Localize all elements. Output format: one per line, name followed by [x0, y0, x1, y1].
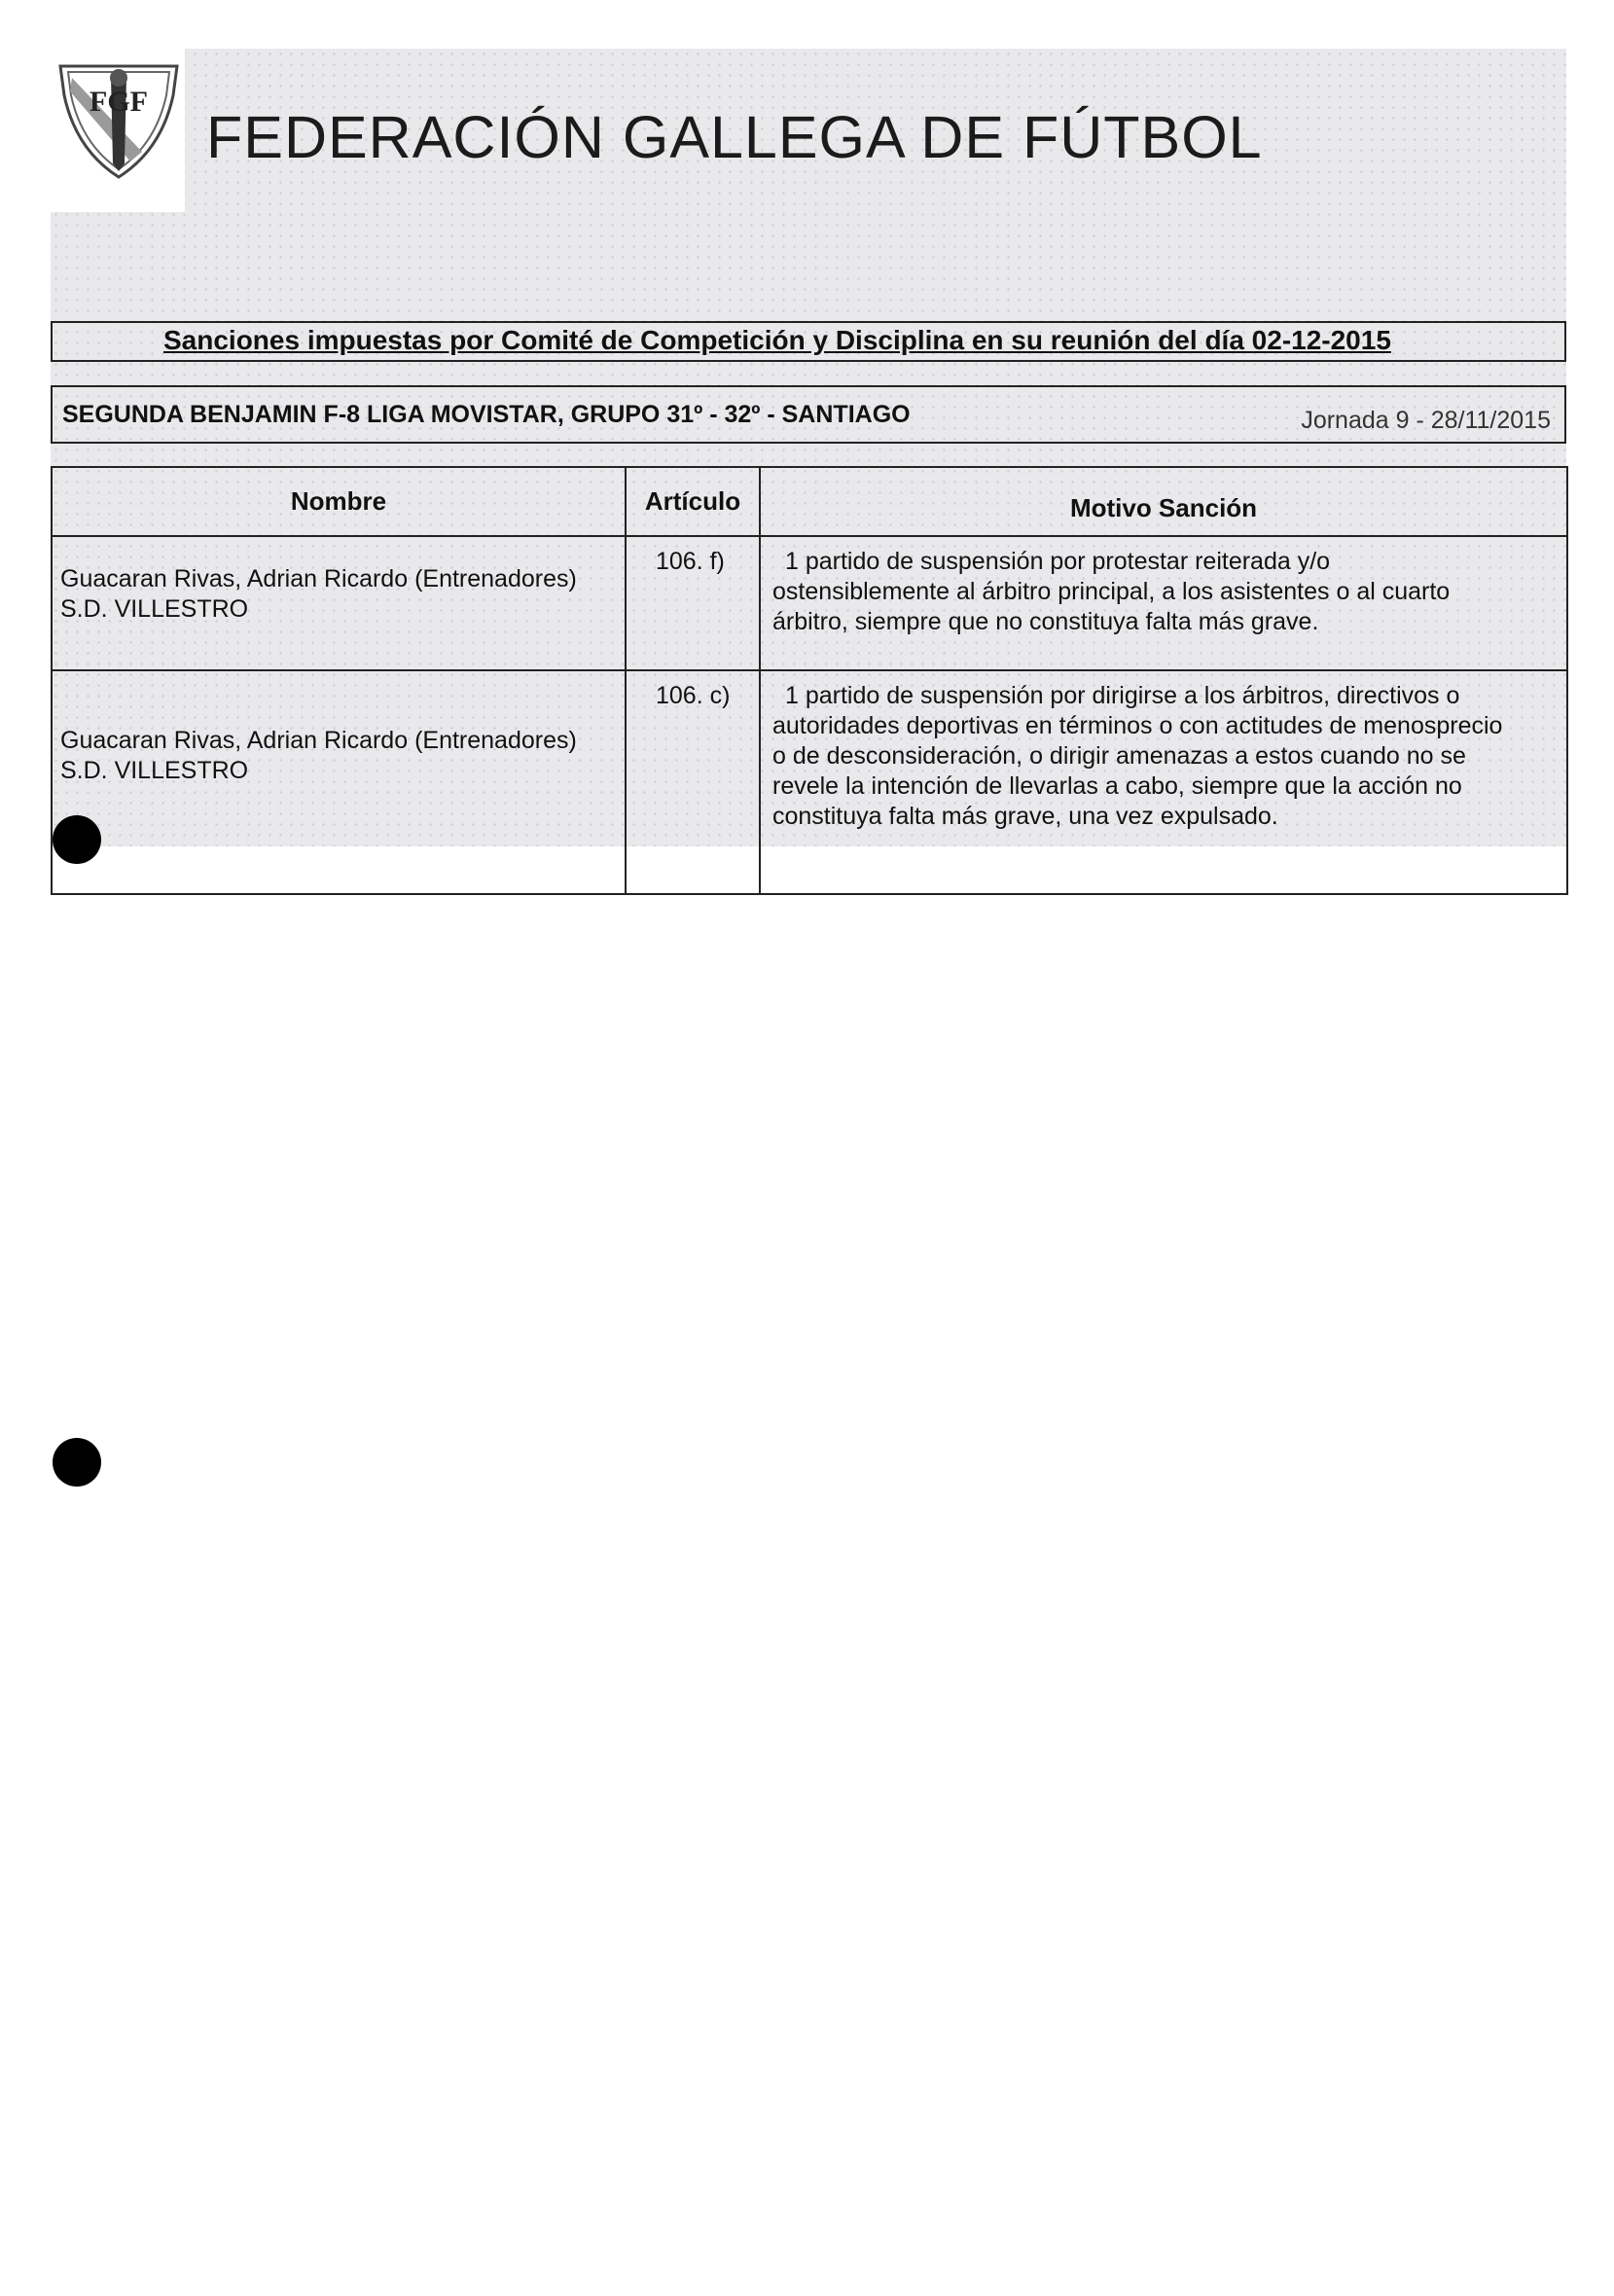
competition-name: SEGUNDA BENJAMIN F-8 LIGA MOVISTAR, GRUPO 31º - 32º - SANTIAGO — [62, 401, 911, 428]
motivo-line: o de desconsideración, o dirigir amenazas a estos cuando no se — [772, 742, 1466, 770]
header-nombre: Nombre — [52, 467, 626, 536]
motivo-cell — [760, 670, 1567, 894]
motivo-line: 1 partido de suspensión por protestar reiterada y/o — [785, 548, 1331, 575]
table-row — [52, 670, 1567, 894]
article-cell: 106. f) — [626, 536, 760, 670]
punch-hole-icon — [53, 1438, 101, 1487]
table-row — [52, 536, 1567, 670]
competition-box — [51, 385, 1566, 444]
name-cell — [52, 670, 626, 894]
club-name: S.D. VILLESTRO — [60, 595, 249, 623]
article-cell: 106. c) — [626, 670, 760, 894]
motivo-line: constituya falta más grave, una vez expulsado. — [772, 803, 1278, 830]
header-motivo: Motivo Sanción — [760, 467, 1567, 536]
person-name: Guacaran Rivas, Adrian Ricardo (Entrenadores) — [60, 727, 577, 754]
sanctions-title: Sanciones impuestas por Comité de Competición y Disciplina en su reunión del día 02-12-2015 — [163, 325, 1391, 355]
logo-text: FGF — [90, 86, 148, 118]
header-articulo: Artículo — [626, 467, 760, 536]
motivo-line: ostensiblemente al árbitro principal, a los asistentes o al cuarto — [772, 578, 1451, 605]
motivo-line: autoridades deportivas en términos o con actitudes de menosprecio — [772, 712, 1503, 739]
name-cell — [52, 536, 626, 670]
sanctions-title-box — [51, 321, 1566, 362]
fgf-shield-logo-icon — [54, 56, 183, 181]
punch-hole-icon — [53, 815, 101, 864]
jornada-label: Jornada 9 - 28/11/2015 — [1301, 407, 1551, 434]
page-title: FEDERACIÓN GALLEGA DE FÚTBOL — [206, 104, 1263, 170]
motivo-line: árbitro, siempre que no constituya falta más grave. — [772, 608, 1319, 635]
person-name: Guacaran Rivas, Adrian Ricardo (Entrenadores) — [60, 565, 577, 592]
sanctions-table — [51, 466, 1568, 895]
motivo-line: revele la intención de llevarlas a cabo, siempre que la acción no — [772, 772, 1462, 800]
motivo-line: 1 partido de suspensión por dirigirse a los árbitros, directivos o — [785, 682, 1460, 709]
motivo-cell — [760, 536, 1567, 670]
table-header-row — [52, 467, 1567, 536]
club-name: S.D. VILLESTRO — [60, 757, 249, 784]
